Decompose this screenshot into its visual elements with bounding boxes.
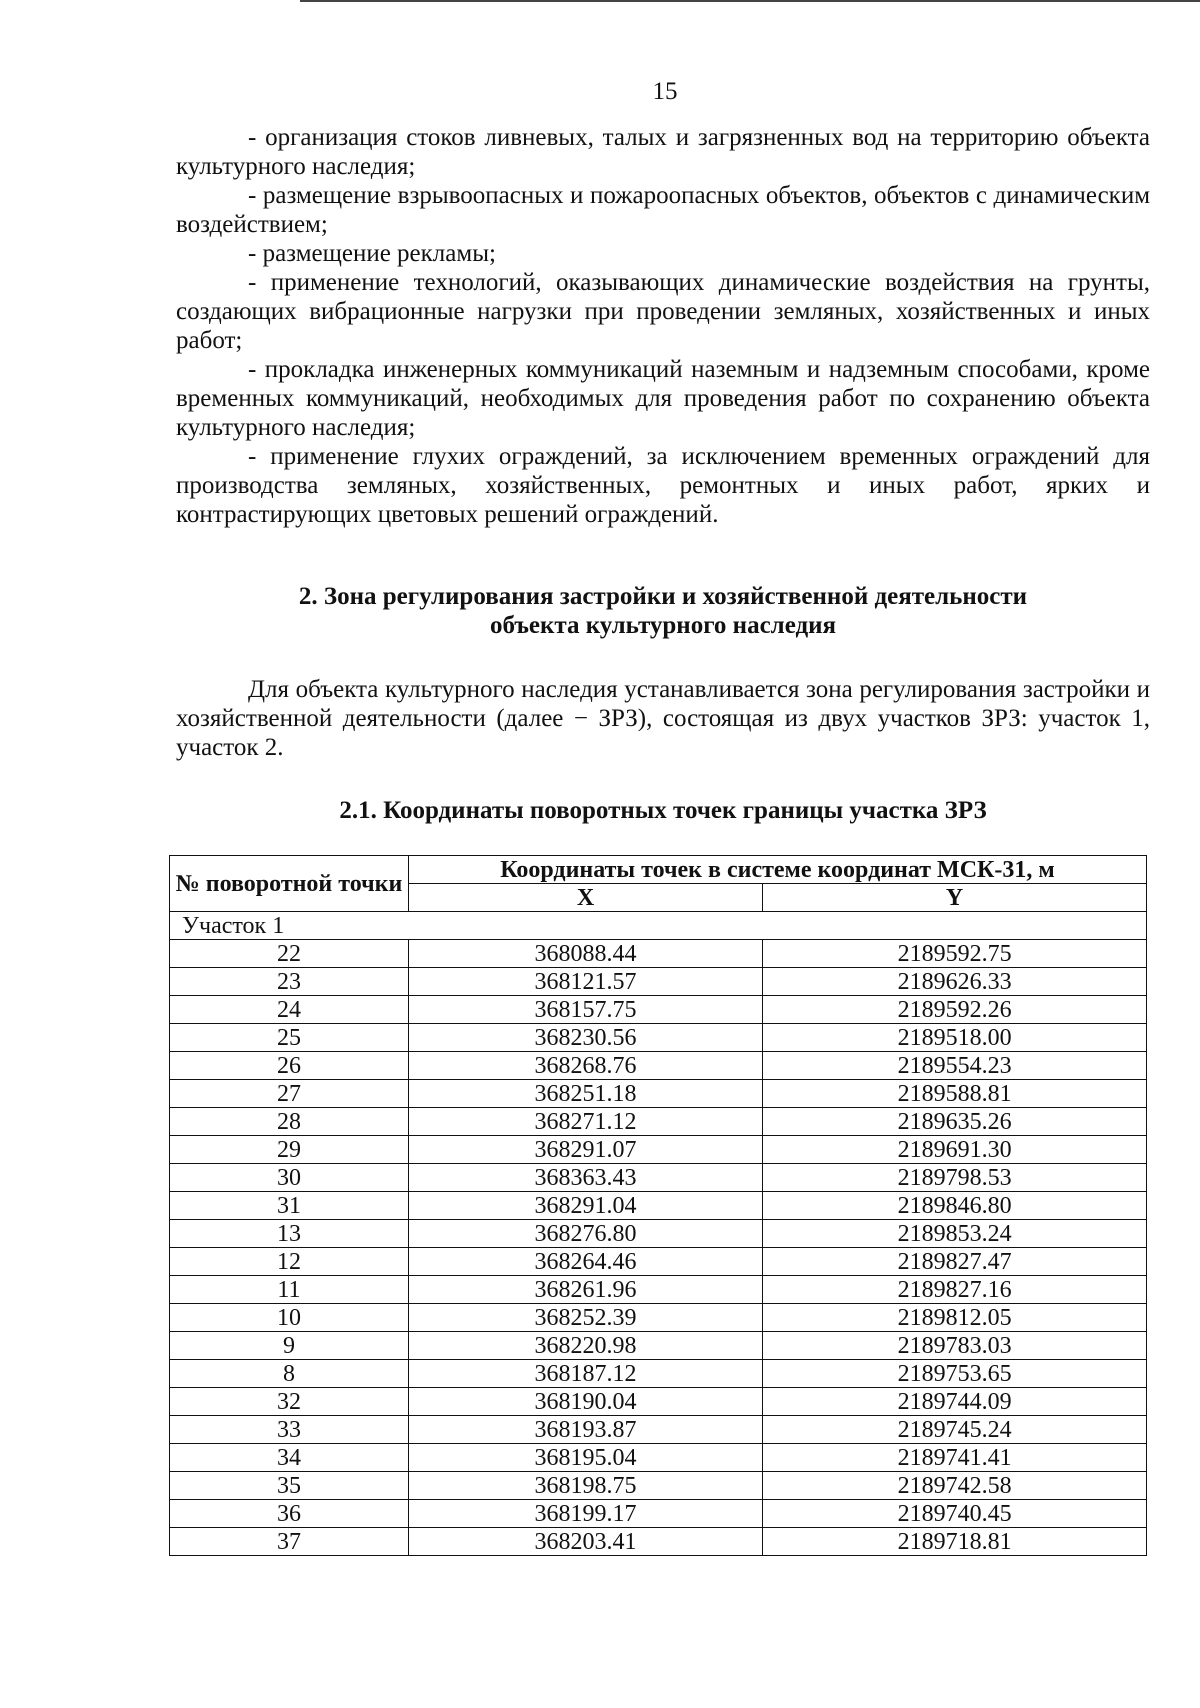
point-number-cell: 34 [170, 1444, 409, 1472]
point-number-cell: 8 [170, 1360, 409, 1388]
table-row [170, 1052, 1147, 1080]
y-coordinate-cell: 2189798.53 [763, 1164, 1147, 1192]
point-number-cell: 12 [170, 1248, 409, 1276]
restriction-item-text: - размещение рекламы; [248, 240, 496, 267]
section-21-heading: 2.1. Координаты поворотных точек границы участка ЗРЗ [339, 797, 987, 824]
point-number-cell: 13 [170, 1220, 409, 1248]
table-row [170, 1500, 1147, 1528]
point-number-cell: 22 [170, 940, 409, 968]
restriction-item [176, 268, 1150, 355]
y-coordinate-cell: 2189626.33 [763, 968, 1147, 996]
table-row [170, 1388, 1147, 1416]
point-number-cell: 36 [170, 1500, 409, 1528]
y-coordinate-cell: 2189846.80 [763, 1192, 1147, 1220]
section-2-heading-line1: 2. Зона регулирования застройки и хозяйственной деятельности [298, 583, 1028, 610]
y-coordinate-cell: 2189745.24 [763, 1416, 1147, 1444]
point-number-cell: 32 [170, 1388, 409, 1416]
x-coordinate-cell: 368190.04 [408, 1388, 762, 1416]
point-number-cell: 35 [170, 1472, 409, 1500]
section-2-intro-text: Для объекта культурного наследия устанавливается зона регулирования застройки и хозяйственной деятельности (далее − ЗРЗ), состоящая из двух участков ЗРЗ: участок 1, участок 2. [176, 676, 1150, 761]
x-coordinate-cell: 368291.07 [408, 1136, 762, 1164]
restriction-item [176, 181, 1150, 239]
page-number: 15 [652, 78, 678, 105]
table-row [170, 1192, 1147, 1220]
table-body [170, 912, 1147, 1556]
coordinates-table [169, 855, 1147, 1556]
x-coordinate-cell: 368187.12 [408, 1360, 762, 1388]
point-number-cell: 33 [170, 1416, 409, 1444]
table-row [170, 996, 1147, 1024]
y-coordinate-cell: 2189592.26 [763, 996, 1147, 1024]
y-coordinate-cell: 2189718.81 [763, 1528, 1147, 1556]
x-coordinate-cell: 368198.75 [408, 1472, 762, 1500]
x-coordinate-cell: 368088.44 [408, 940, 762, 968]
restriction-item-text: кроме временных коммуникаций, необходимых для проведения работ по сохранению объекта культурного наследия; [176, 356, 1150, 441]
restriction-item [176, 239, 1150, 268]
table-row [170, 1276, 1147, 1304]
section-row [170, 912, 1147, 940]
x-coordinate-cell: 368193.87 [408, 1416, 762, 1444]
y-coordinate-cell: 2189753.65 [763, 1360, 1147, 1388]
table-row [170, 1528, 1147, 1556]
y-coordinate-cell: 2189554.23 [763, 1052, 1147, 1080]
header-y: Y [763, 884, 1147, 912]
table-header-row [170, 856, 1147, 884]
restriction-item [176, 355, 1150, 442]
point-number-cell: 31 [170, 1192, 409, 1220]
restriction-item-text: создающих вибрационные нагрузки при проведении земляных, хозяйственных и иных работ; [176, 298, 1150, 354]
table-row [170, 1416, 1147, 1444]
point-number-cell: 30 [170, 1164, 409, 1192]
x-coordinate-cell: 368268.76 [408, 1052, 762, 1080]
point-number-cell: 26 [170, 1052, 409, 1080]
top-rule [300, 0, 1200, 2]
section-2-heading-line2: объекта культурного наследия [489, 612, 837, 639]
point-number-cell: 25 [170, 1024, 409, 1052]
x-coordinate-cell: 368230.56 [408, 1024, 762, 1052]
table-row [170, 968, 1147, 996]
y-coordinate-cell: 2189691.30 [763, 1136, 1147, 1164]
table-row [170, 1472, 1147, 1500]
y-coordinate-cell: 2189827.47 [763, 1248, 1147, 1276]
restriction-item-text: - размещение взрывоопасных и пожароопасных объектов, объектов [248, 182, 970, 209]
y-coordinate-cell: 2189592.75 [763, 940, 1147, 968]
section-2-intro [176, 675, 1150, 762]
y-coordinate-cell: 2189518.00 [763, 1024, 1147, 1052]
restriction-item-text: с динамическим воздействием; [176, 182, 1151, 238]
point-number-cell: 24 [170, 996, 409, 1024]
table-row [170, 1248, 1147, 1276]
y-coordinate-cell: 2189740.45 [763, 1500, 1147, 1528]
table-row [170, 1220, 1147, 1248]
point-number-cell: 28 [170, 1108, 409, 1136]
y-coordinate-cell: 2189635.26 [763, 1108, 1147, 1136]
table-row [170, 1164, 1147, 1192]
restriction-item-text: объекта культурного наследия; [176, 124, 1150, 180]
x-coordinate-cell: 368157.75 [408, 996, 762, 1024]
point-number-cell: 9 [170, 1332, 409, 1360]
restriction-item-text: - организация стоков ливневых, талых и загрязненных вод на территорию [248, 124, 1059, 151]
x-coordinate-cell: 368199.17 [408, 1500, 762, 1528]
header-point-number: № поворотной точки [170, 856, 409, 912]
table-row [170, 1304, 1147, 1332]
x-coordinate-cell: 368195.04 [408, 1444, 762, 1472]
restriction-item-text: - прокладка инженерных коммуникаций наземным и надземным способами, [248, 356, 1078, 383]
y-coordinate-cell: 2189588.81 [763, 1080, 1147, 1108]
header-coordinates: Координаты точек в системе координат МСК-31, м [408, 856, 1146, 884]
restriction-item-text: производства земляных, хозяйственных, ремонтных и иных работ, ярких и контрастирующих цветовых решений ограждений. [176, 472, 1150, 528]
table-row [170, 1080, 1147, 1108]
table-row [170, 1332, 1147, 1360]
restrictions-list [176, 123, 1150, 529]
restriction-item [176, 442, 1150, 529]
y-coordinate-cell: 2189812.05 [763, 1304, 1147, 1332]
x-coordinate-cell: 368251.18 [408, 1080, 762, 1108]
restriction-item [176, 123, 1150, 181]
y-coordinate-cell: 2189741.41 [763, 1444, 1147, 1472]
table-row [170, 1360, 1147, 1388]
x-coordinate-cell: 368363.43 [408, 1164, 762, 1192]
y-coordinate-cell: 2189742.58 [763, 1472, 1147, 1500]
y-coordinate-cell: 2189744.09 [763, 1388, 1147, 1416]
point-number-cell: 11 [170, 1276, 409, 1304]
point-number-cell: 10 [170, 1304, 409, 1332]
x-coordinate-cell: 368252.39 [408, 1304, 762, 1332]
restriction-item-text: - применение глухих ограждений, за исключением временных ограждений для [248, 443, 1150, 470]
x-coordinate-cell: 368264.46 [408, 1248, 762, 1276]
y-coordinate-cell: 2189853.24 [763, 1220, 1147, 1248]
restriction-item-text: - применение технологий, оказывающих динамические воздействия на грунты, [248, 269, 1150, 296]
table-row [170, 940, 1147, 968]
table-row [170, 1108, 1147, 1136]
x-coordinate-cell: 368271.12 [408, 1108, 762, 1136]
y-coordinate-cell: 2189783.03 [763, 1332, 1147, 1360]
x-coordinate-cell: 368203.41 [408, 1528, 762, 1556]
x-coordinate-cell: 368220.98 [408, 1332, 762, 1360]
table-row [170, 1024, 1147, 1052]
y-coordinate-cell: 2189827.16 [763, 1276, 1147, 1304]
x-coordinate-cell: 368291.04 [408, 1192, 762, 1220]
point-number-cell: 27 [170, 1080, 409, 1108]
x-coordinate-cell: 368276.80 [408, 1220, 762, 1248]
x-coordinate-cell: 368121.57 [408, 968, 762, 996]
header-x: X [408, 884, 762, 912]
point-number-cell: 37 [170, 1528, 409, 1556]
point-number-cell: 29 [170, 1136, 409, 1164]
section-2-heading [176, 582, 1150, 640]
x-coordinate-cell: 368261.96 [408, 1276, 762, 1304]
point-number-cell: 23 [170, 968, 409, 996]
table-row [170, 1444, 1147, 1472]
section-label: Участок 1 [170, 912, 1147, 940]
table-row [170, 1136, 1147, 1164]
